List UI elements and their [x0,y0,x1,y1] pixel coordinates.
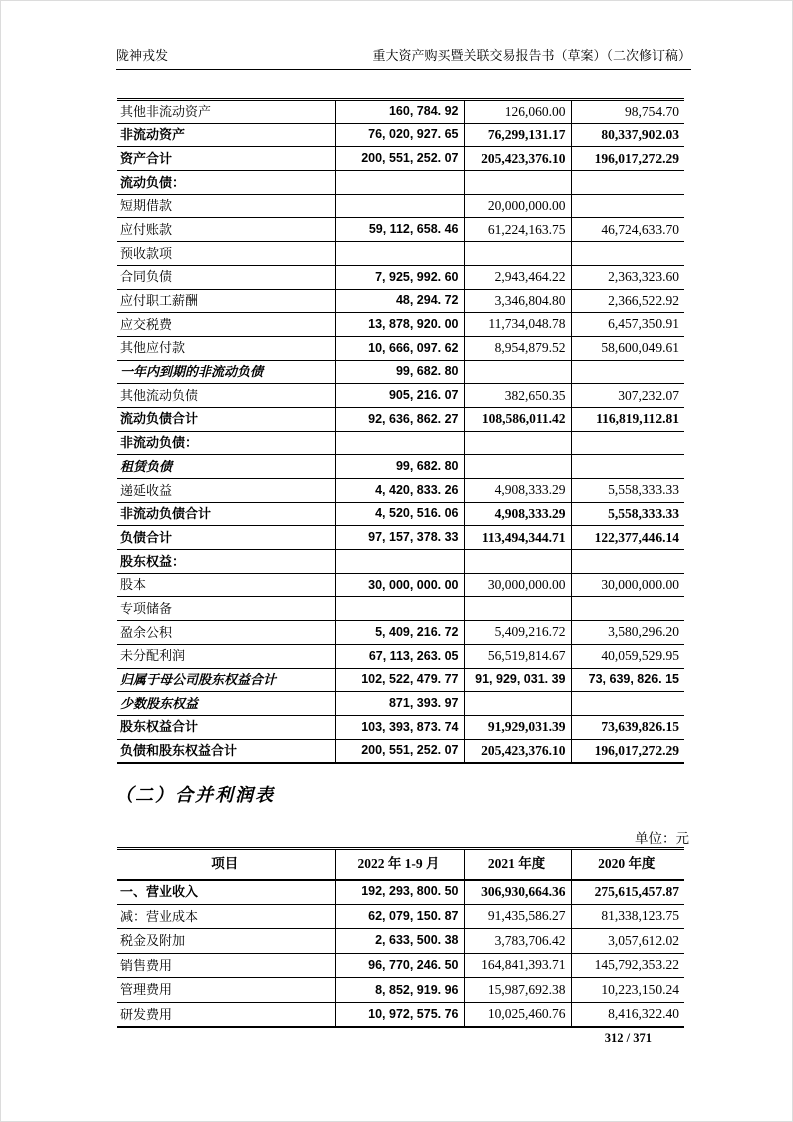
row-label: 应付职工薪酬 [117,289,335,313]
value-2020: 10,223,150.24 [571,978,684,1003]
table-row [117,171,684,195]
value-2021: 91,929,031.39 [464,715,571,739]
value-2022: 4, 420, 833. 26 [335,479,464,503]
value-2020: 80,337,902.03 [571,123,684,147]
value-2020 [571,692,684,716]
row-label: 租赁负债 [117,455,335,479]
table-row [117,384,684,408]
value-2020: 6,457,350.91 [571,313,684,337]
column-header-2021: 2021 年度 [464,849,571,880]
row-label: 非流动负债： [117,431,335,455]
value-2020: 5,558,333.33 [571,502,684,526]
value-2022: 97, 157, 378. 33 [335,526,464,550]
table-row [117,431,684,455]
table-row [117,289,684,313]
value-2021: 91, 929, 031. 39 [464,668,571,692]
value-2020: 2,363,323.60 [571,265,684,289]
row-label: 研发费用 [117,1002,335,1027]
value-2020: 196,017,272.29 [571,147,684,171]
table-row [117,1002,684,1027]
table-row [117,242,684,266]
value-2020: 122,377,446.14 [571,526,684,550]
value-2021: 382,650.35 [464,384,571,408]
value-2020 [571,431,684,455]
value-2021: 4,908,333.29 [464,502,571,526]
value-2022: 905, 216. 07 [335,384,464,408]
value-2021: 113,494,344.71 [464,526,571,550]
header-left-title: 陇神戎发 [116,48,169,63]
table-row [117,644,684,668]
value-2021: 205,423,376.10 [464,739,571,763]
value-2020: 3,057,612.02 [571,929,684,954]
value-2021: 11,734,048.78 [464,313,571,337]
row-label: 短期借款 [117,194,335,218]
row-label: 递延收益 [117,479,335,503]
row-label: 盈余公积 [117,621,335,645]
row-label: 资产合计 [117,147,335,171]
value-2020: 196,017,272.29 [571,739,684,763]
value-2022 [335,597,464,621]
row-label: 流动负债合计 [117,407,335,431]
value-2022: 99, 682. 80 [335,455,464,479]
value-2020 [571,242,684,266]
value-2022 [335,431,464,455]
table-row [117,715,684,739]
row-label: 非流动资产 [117,123,335,147]
row-label: 销售费用 [117,953,335,978]
row-label: 股东权益合计 [117,715,335,739]
value-2021: 3,346,804.80 [464,289,571,313]
value-2022: 5, 409, 216. 72 [335,621,464,645]
header-row [117,849,684,880]
income-statement-table [117,847,684,1028]
value-2020: 98,754.70 [571,100,684,124]
value-2020 [571,597,684,621]
value-2021: 3,783,706.42 [464,929,571,954]
table-row [117,479,684,503]
table-row [117,550,684,574]
value-2022 [335,194,464,218]
value-2020: 46,724,633.70 [571,218,684,242]
value-2020: 145,792,353.22 [571,953,684,978]
value-2020: 116,819,112.81 [571,407,684,431]
header-right-title: 重大资产购买暨关联交易报告书（草案）（二次修订稿） [372,48,691,63]
value-2022: 67, 113, 263. 05 [335,644,464,668]
row-label: 流动负债： [117,171,335,195]
income-statement-body [117,880,684,1028]
value-2021 [464,171,571,195]
value-2020: 81,338,123.75 [571,904,684,929]
column-header-2022: 2022 年 1-9 月 [335,849,464,880]
value-2022: 8, 852, 919. 96 [335,978,464,1003]
balance-sheet-table [117,98,684,764]
value-2021 [464,550,571,574]
table-row [117,573,684,597]
value-2021: 205,423,376.10 [464,147,571,171]
value-2021: 91,435,586.27 [464,904,571,929]
value-2022: 30, 000, 000. 00 [335,573,464,597]
value-2021 [464,242,571,266]
value-2020 [571,455,684,479]
row-label: 负债合计 [117,526,335,550]
column-header-2020: 2020 年度 [571,849,684,880]
table-row [117,336,684,360]
value-2021: 56,519,814.67 [464,644,571,668]
value-2021: 306,930,664.36 [464,880,571,905]
balance-sheet-body [117,100,684,763]
row-label: 股东权益： [117,550,335,574]
value-2022: 99, 682. 80 [335,360,464,384]
value-2021 [464,597,571,621]
value-2022: 92, 636, 862. 27 [335,407,464,431]
value-2021 [464,431,571,455]
row-label: 应交税费 [117,313,335,337]
value-2022: 48, 294. 72 [335,289,464,313]
value-2021 [464,692,571,716]
row-label: 股本 [117,573,335,597]
value-2021: 108,586,011.42 [464,407,571,431]
value-2021: 30,000,000.00 [464,573,571,597]
table-row [117,123,684,147]
value-2021: 2,943,464.22 [464,265,571,289]
value-2022: 62, 079, 150. 87 [335,904,464,929]
value-2022: 59, 112, 658. 46 [335,218,464,242]
table-row [117,692,684,716]
value-2022 [335,171,464,195]
table-row [117,953,684,978]
value-2021: 164,841,393.71 [464,953,571,978]
table-row [117,597,684,621]
table-row [117,929,684,954]
unit-label: 单位：元 [635,831,689,846]
row-label: 减：营业成本 [117,904,335,929]
table-row [117,313,684,337]
value-2021: 61,224,163.75 [464,218,571,242]
table-row [117,880,684,905]
row-label: 负债和股东权益合计 [117,739,335,763]
table-row [117,526,684,550]
value-2020: 8,416,322.40 [571,1002,684,1027]
table-row [117,194,684,218]
value-2022: 13, 878, 920. 00 [335,313,464,337]
page-header [116,48,691,70]
value-2021: 8,954,879.52 [464,336,571,360]
income-statement-header [117,849,684,880]
value-2021 [464,360,571,384]
value-2021: 15,987,692.38 [464,978,571,1003]
value-2022: 4, 520, 516. 06 [335,502,464,526]
row-label: 少数股东权益 [117,692,335,716]
table-row [117,621,684,645]
table-row [117,360,684,384]
value-2020: 58,600,049.61 [571,336,684,360]
table-row [117,668,684,692]
row-label: 管理费用 [117,978,335,1003]
page-number: 312 / 371 [604,1031,652,1045]
value-2020: 3,580,296.20 [571,621,684,645]
value-2022: 10, 666, 097. 62 [335,336,464,360]
row-label: 预收款项 [117,242,335,266]
table-row [117,407,684,431]
value-2020: 30,000,000.00 [571,573,684,597]
value-2020: 275,615,457.87 [571,880,684,905]
value-2022 [335,242,464,266]
value-2020: 5,558,333.33 [571,479,684,503]
value-2022: 2, 633, 500. 38 [335,929,464,954]
table-row [117,147,684,171]
value-2020: 40,059,529.95 [571,644,684,668]
value-2022: 192, 293, 800. 50 [335,880,464,905]
value-2022 [335,550,464,574]
row-label: 非流动负债合计 [117,502,335,526]
value-2020 [571,550,684,574]
value-2021: 4,908,333.29 [464,479,571,503]
row-label: 合同负债 [117,265,335,289]
table-row [117,218,684,242]
table-row [117,904,684,929]
value-2020: 73, 639, 826. 15 [571,668,684,692]
row-label: 其他非流动资产 [117,100,335,124]
row-label: 未分配利润 [117,644,335,668]
row-label: 一、营业收入 [117,880,335,905]
value-2022: 103, 393, 873. 74 [335,715,464,739]
section-title: （二）合并利润表 [115,785,275,805]
value-2021: 5,409,216.72 [464,621,571,645]
row-label: 其他应付款 [117,336,335,360]
row-label: 税金及附加 [117,929,335,954]
value-2020: 73,639,826.15 [571,715,684,739]
row-label: 一年内到期的非流动负债 [117,360,335,384]
value-2022: 76, 020, 927. 65 [335,123,464,147]
value-2020: 2,366,522.92 [571,289,684,313]
value-2021 [464,455,571,479]
value-2022: 102, 522, 479. 77 [335,668,464,692]
value-2020 [571,360,684,384]
value-2020 [571,194,684,218]
value-2022: 871, 393. 97 [335,692,464,716]
value-2022: 10, 972, 575. 76 [335,1002,464,1027]
value-2022: 200, 551, 252. 07 [335,739,464,763]
value-2020: 307,232.07 [571,384,684,408]
value-2021: 20,000,000.00 [464,194,571,218]
row-label: 归属于母公司股东权益合计 [117,668,335,692]
value-2022: 160, 784. 92 [335,100,464,124]
row-label: 其他流动负债 [117,384,335,408]
column-header-item: 项目 [117,849,335,880]
value-2021: 76,299,131.17 [464,123,571,147]
value-2021: 10,025,460.76 [464,1002,571,1027]
value-2022: 200, 551, 252. 07 [335,147,464,171]
table-row [117,739,684,763]
table-row [117,502,684,526]
table-row [117,978,684,1003]
table-row [117,265,684,289]
value-2020 [571,171,684,195]
table-row [117,100,684,124]
row-label: 专项储备 [117,597,335,621]
value-2022: 7, 925, 992. 60 [335,265,464,289]
value-2021: 126,060.00 [464,100,571,124]
row-label: 应付账款 [117,218,335,242]
value-2022: 96, 770, 246. 50 [335,953,464,978]
table-row [117,455,684,479]
